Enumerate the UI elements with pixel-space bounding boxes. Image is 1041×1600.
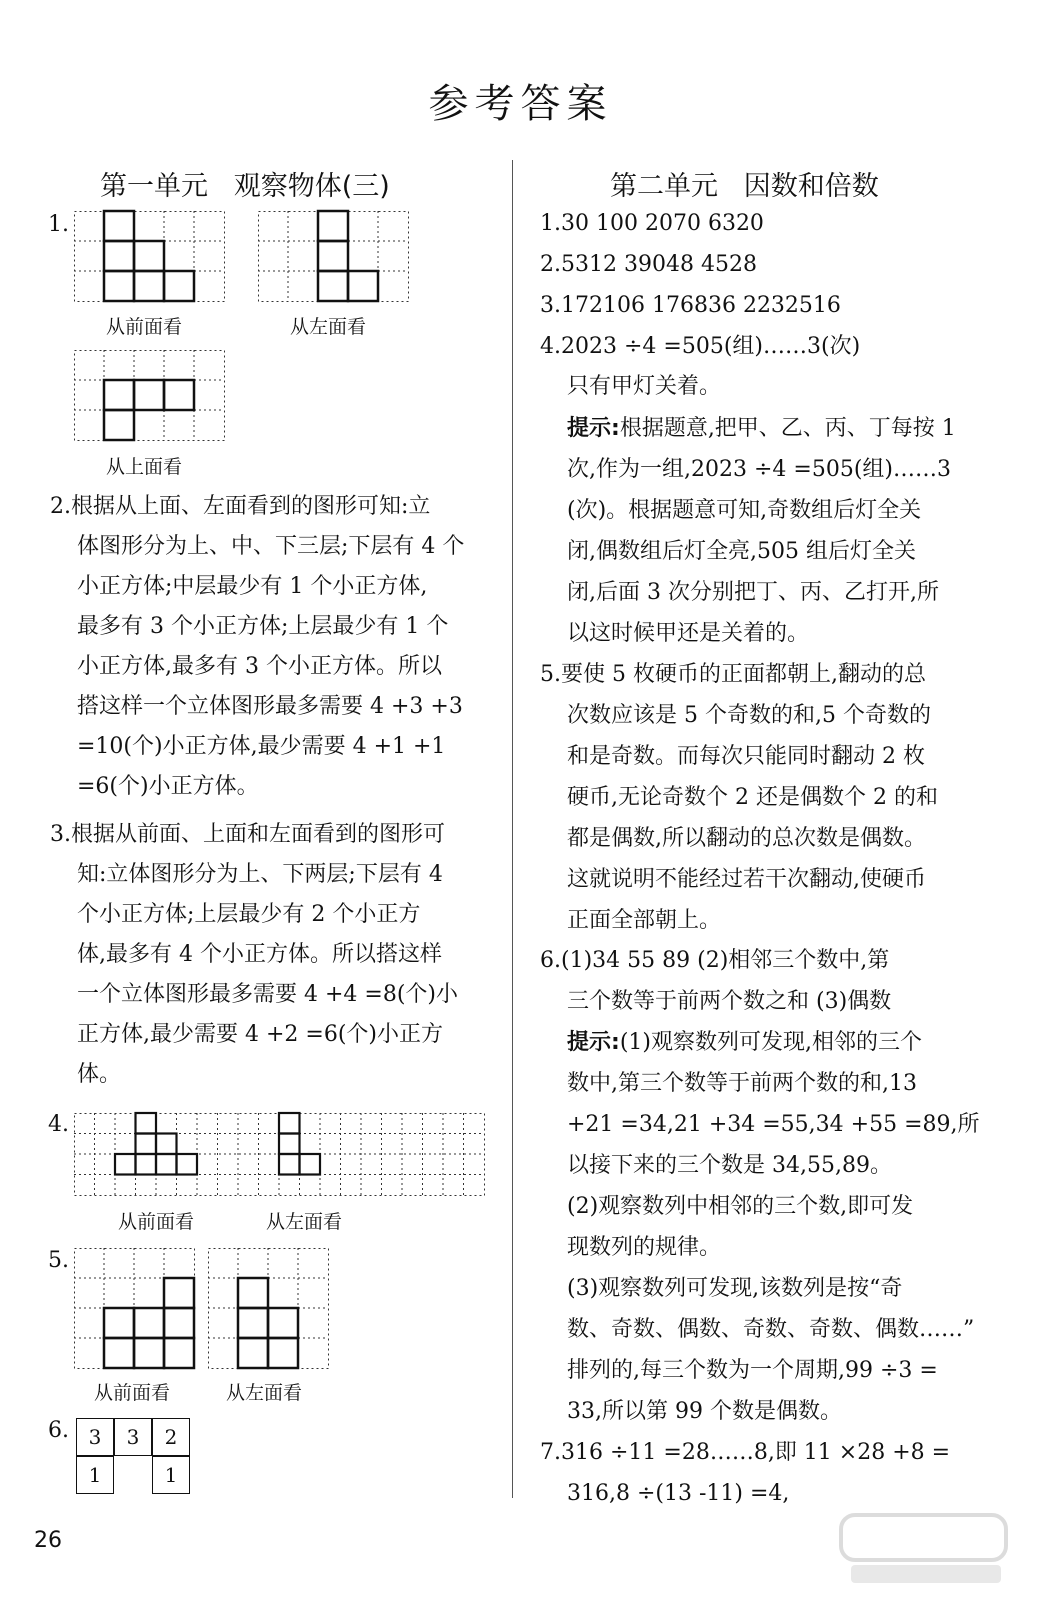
q3-line: 一个立体图形最多需要 4 +4 =8(个)小 [77, 982, 459, 1007]
q5-front-caption: 从前面看 [94, 1382, 171, 1404]
column-divider [512, 160, 513, 1498]
hint-line [567, 414, 956, 444]
answer-line: 排列的,每三个数为一个周期,99 ÷3 = [567, 1358, 938, 1383]
answer-line: (次)。根据题意可知,奇数组后灯全关 [567, 498, 922, 523]
q2-line: 体图形分为上、中、下三层;下层有 4 个 [77, 534, 465, 559]
q2-line: 小正方体;中层最少有 1 个小正方体, [77, 574, 428, 599]
answer-line: 现数列的规律。 [567, 1235, 722, 1260]
answer-line: 1.30 100 2070 6320 [540, 211, 764, 236]
q3-line: 个小正方体;上层最少有 2 个小正方 [77, 902, 421, 927]
q6-count-cell: 2 [152, 1418, 190, 1456]
answer-line: 次,作为一组,2023 ÷4 =505(组)……3 [567, 457, 951, 482]
q1-left-caption: 从左面看 [290, 316, 367, 338]
answer-line: 只有甲灯关着。 [567, 374, 722, 399]
answer-line: 数、奇数、偶数、奇数、奇数、偶数……” [567, 1317, 975, 1342]
answer-line: 都是偶数,所以翻动的总次数是偶数。 [567, 826, 926, 851]
q2-line: 最多有 3 个小正方体;上层最少有 1 个 [77, 614, 449, 639]
answer-line: 数中,第三个数等于前两个数的和,13 [567, 1071, 917, 1096]
answer-line: 7.316 ÷11 =28……8,即 11 ×28 +8 = [540, 1440, 951, 1465]
answer-line: 33,所以第 99 个数是偶数。 [567, 1399, 842, 1424]
q2-line: 2.根据从上面、左面看到的图形可知:立 [50, 494, 431, 519]
q5-left-view-grid [208, 1248, 330, 1370]
q6-count-cell: 3 [76, 1418, 114, 1456]
q3-line: 体。 [77, 1062, 122, 1087]
hint-text: (1)观察数列可发现,相邻的三个 [619, 1030, 922, 1055]
q6-count-cell: 3 [114, 1418, 152, 1456]
q1-front-view-grid [74, 211, 226, 302]
hint-label: 提示: [567, 1030, 620, 1055]
answer-line: (3)观察数列可发现,该数列是按“奇 [567, 1276, 903, 1301]
answer-line: 次数应该是 5 个奇数的和,5 个奇数的 [567, 703, 931, 728]
q2-line: 搭这样一个立体图形最多需要 4 +3 +3 [77, 694, 463, 719]
page-title: 参考答案 [428, 81, 613, 127]
q3-line: 3.根据从前面、上面和左面看到的图形可 [50, 822, 445, 847]
answer-line: 以这时候甲还是关着的。 [567, 621, 810, 646]
q2-line: =10(个)小正方体,最少需要 4 +1 +1 [77, 734, 446, 759]
hint-line [567, 1028, 922, 1058]
q3-line: 知:立体图形分为上、下两层;下层有 4 [77, 862, 443, 887]
page-number: 26 [34, 1528, 62, 1553]
answer-line: 5.要使 5 枚硬币的正面都朝上,翻动的总 [540, 662, 926, 687]
q4-left-caption: 从左面看 [266, 1211, 343, 1233]
answer-line: 2.5312 39048 4528 [540, 252, 757, 277]
answer-line: 6.(1)34 55 89 (2)相邻三个数中,第 [540, 948, 890, 973]
q1-top-view-grid [74, 350, 226, 441]
answer-line: 这就说明不能经过若干次翻动,使硬币 [567, 867, 926, 892]
answer-line: 4.2023 ÷4 =505(组)……3(次) [540, 334, 861, 359]
hint-text: 根据题意,把甲、乙、丙、丁每按 1 [619, 416, 956, 441]
unit-one-heading: 第一单元 观察物体(三) [100, 171, 390, 202]
q5-front-view-grid [74, 1248, 196, 1370]
q6-count-cell: 1 [76, 1456, 114, 1494]
q4-front-caption: 从前面看 [118, 1211, 195, 1233]
watermark-logo [836, 1505, 1011, 1590]
answer-line: 316,8 ÷(13 -11) =4, [567, 1481, 790, 1506]
answer-line: 三个数等于前两个数之和 (3)偶数 [567, 989, 892, 1014]
q1-number: 1. [48, 212, 69, 237]
answer-line: 和是奇数。而每次只能同时翻动 2 枚 [567, 744, 925, 769]
q6-count-cell: 1 [152, 1456, 190, 1494]
q5-number: 5. [48, 1248, 69, 1273]
answer-line: 3.172106 176836 2232516 [540, 293, 841, 318]
answer-line: 闭,后面 3 次分别把丁、丙、乙打开,所 [567, 580, 939, 605]
q6-number: 6. [48, 1418, 69, 1443]
answer-line: 硬币,无论奇数个 2 还是偶数个 2 的和 [567, 785, 938, 810]
answer-line: +21 =34,21 +34 =55,34 +55 =89,所 [567, 1112, 980, 1137]
q4-views-grid [74, 1113, 486, 1196]
q2-line: 小正方体,最多有 3 个小正方体。所以 [77, 654, 442, 679]
answer-line: (2)观察数列中相邻的三个数,即可发 [567, 1194, 914, 1219]
q2-line: =6(个)小正方体。 [77, 774, 259, 799]
q4-number: 4. [48, 1112, 69, 1137]
q3-line: 体,最多有 4 个小正方体。所以搭这样 [77, 942, 442, 967]
q1-left-view-grid [258, 211, 410, 302]
q5-left-caption: 从左面看 [226, 1382, 303, 1404]
unit-two-heading: 第二单元 因数和倍数 [610, 171, 879, 202]
answer-line: 以接下来的三个数是 34,55,89。 [567, 1153, 892, 1178]
hint-label: 提示: [567, 416, 620, 441]
answer-line: 闭,偶数组后灯全亮,505 组后灯全关 [567, 539, 916, 564]
q3-line: 正方体,最少需要 4 +2 =6(个)小正方 [77, 1022, 443, 1047]
q1-top-caption: 从上面看 [106, 456, 183, 478]
answer-line: 正面全部朝上。 [567, 908, 722, 933]
q1-front-caption: 从前面看 [106, 316, 183, 338]
